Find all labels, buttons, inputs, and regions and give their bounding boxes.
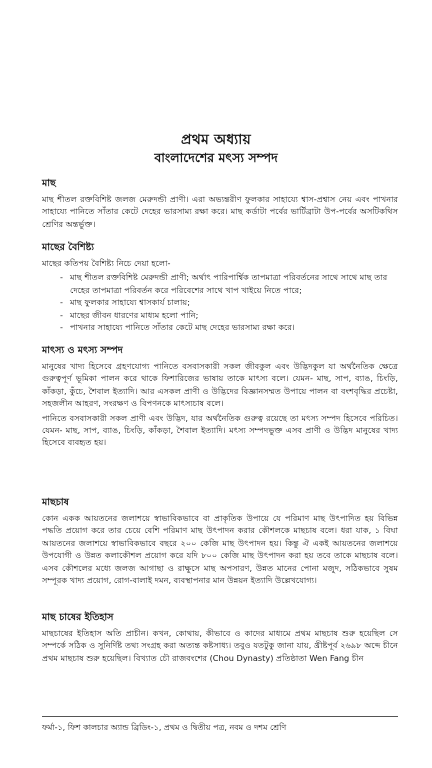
section-fish bbox=[42, 178, 398, 230]
section-features bbox=[42, 242, 398, 333]
section-heading: মাছের বৈশিষ্ট্য bbox=[42, 242, 95, 253]
section-intro: মাছের কতিপয় বৈশিষ্ট্য নিচে দেয়া হলো- bbox=[42, 258, 171, 268]
list-item: - মাছ শীতল রক্তবিশিষ্ট মেরুদন্ডী প্রাণী; অর্থাৎ পারিপার্শ্বিক তাপমাত্রা পরিবর্তনের সাথে সাথে মাছ তার দেহের তাপমাত্রা পরিবর্তন করে পরিবেশের সাথে খাপ খাইয়ে নিতে পারে; bbox=[60, 271, 398, 296]
section-fish-resource bbox=[42, 345, 398, 449]
section-history bbox=[42, 612, 398, 664]
chapter-title: প্রথম অধ্যায় bbox=[181, 132, 251, 148]
section-paragraph: মাছচাষের ইতিহাস অতি প্রাচীন। কখন, কোথায়, কীভাবে ও কাদের মাধ্যমে প্রথম মাছচাষ শুরু হয়েছিল সে সম্পর্কে সঠিক ও সুনির্দিষ্ট তথ্য সংগ্রহ করা অত্যন্ত কষ্টসাধ্য। তবুও যতটুকু জানা যায়, খ্রীষ্টপূর্ব ২৬৯৮ অব্দে চীনে প্রথম মাছচাষ শুরু হয়েছিল। বিখ্যাত চৌ রাজবংশের (Chou Dynasty) প্রতিষ্ঠাতা Wen Fang চীন bbox=[42, 628, 398, 663]
feature-list bbox=[42, 271, 398, 333]
page-footer: ফর্মা-১, ফিশ কালচার অ্যান্ড ব্রিডিং-১, প্রথম ও দ্বিতীয় পত্র, নবম ও দশম শ্রেণি bbox=[42, 723, 287, 732]
section-heading: মাছচাষ bbox=[42, 497, 69, 508]
section-paragraph: মাছ শীতল রক্তবিশিষ্ট জলজ মেরুদন্ডী প্রাণী। এরা অভ্যন্তরীণ ফুলকার সাহায্যে শ্বাস-প্রশ্বাস নেয় এবং পাখনার সাহায্যে পানিতে সাঁতার কেটে দেহের ভারসাম্য রক্ষা করে। মাছ কর্ডাটা পর্বের ভার্টিব্রাটা উপ-পর্বের অসটিকথিস শ্রেণির অন্তর্ভুক্ত। bbox=[42, 194, 398, 229]
list-item: - পাখনার সাহায্যে পানিতে সাঁতার কেটে মাছ দেহের ভারসাম্য রক্ষা করে। bbox=[60, 321, 398, 333]
section-paragraph: কোন একক আয়তনের জলাশয়ে স্বাভাবিকভাবে বা প্রাকৃতিক উপায়ে যে পরিমাণ মাছ উৎপাদিত হয় বিভিন্ন পদ্ধতি প্রয়োগ করে তার চেয়ে বেশি পরিমাণ মাছ উৎপাদন করার কৌশলকে মাছচাষ বলে। ধরা যাক, ১ বিঘা আয়তনের জলাশয়ে স্বাভাবিকভাবে বছরে ২০০ কেজি মাছ উৎপাদন হয়। কিন্তু ঐ একই আয়তনের জলাশয়ে উপযোগী ও উন্নত কলাকৌশল প্রয়োগ করে যদি ৮০০ কেজি মাছ উৎপাদন করা হয় তবে তাকে মাছচাষ বলে। এসব কৌশলের মধ্যে জলজ আগাছা ও রাক্ষুসে মাছ অপসারণ, উন্নত মানের পোনা মজুদ, সঠিকভাবে সুষম সম্পূরক খাদ্য প্রয়োগ, রোগ-বালাই দমন, ব্যবস্থাপনার মান উন্নয়ন ইত্যাদি উল্লেখযোগ্য। bbox=[42, 513, 398, 586]
section-fish-culture bbox=[42, 497, 398, 586]
section-paragraph: পানিতে বসবাসকারী সকল প্রাণী এবং উদ্ভিদ, যার অর্থনৈতিক গুরুত্ব রয়েছে তা মৎস্য সম্পদ হিসেবে পরিচিত। যেমন- মাছ, সাপ, ব্যাঙ, চিংড়ি, কাঁকড়া, শৈবাল ইত্যাদি। মৎস্য সম্পদভুক্ত এসব প্রাণী ও উদ্ভিদ মানুষের খাদ্য হিসেবে ব্যবহৃত হয়। bbox=[42, 412, 398, 448]
chapter-subtitle: বাংলাদেশের মৎস্য সম্পদ bbox=[154, 150, 278, 165]
section-heading: মাৎস্য ও মৎস্য সম্পদ bbox=[42, 345, 123, 356]
list-item: - মাছ ফুলকার সাহায্যে শ্বাসকার্য চালায়; bbox=[60, 296, 398, 308]
list-item: - মাছের জীবন ধারণের মাধ্যম হলো পানি; bbox=[60, 309, 398, 321]
section-paragraph: মানুষের খাদ্য হিসেবে গ্রহণযোগ্য পানিতে বসবাসকারী সকল জীবকুল এবং উদ্ভিদকুল যা অর্থনৈতিক ক্ষেত্রে গুরুত্বপূর্ণ ভূমিকা পালন করে থাকে ফিশারিজের ভাষায় তাকে মাৎস্য বলে। যেমন- মাছ, সাপ, ব্যাঙ, চিংড়ি, কাঁকড়া, কুঁচে, শৈবাল ইত্যাদি। আর এসকল প্রাণী ও উদ্ভিদের বিজ্ঞানসম্মত উপায়ে পালন বা বংশবৃদ্ধির প্রচেষ্টা, সহজলীন আহরণ, সংরক্ষণ ও বিপণনকে মাৎস্যচাষ বলে। bbox=[42, 361, 398, 409]
section-heading: মাছ bbox=[42, 178, 56, 189]
footer-divider bbox=[42, 716, 398, 717]
section-heading: মাছ চাষের ইতিহাস bbox=[42, 612, 114, 623]
